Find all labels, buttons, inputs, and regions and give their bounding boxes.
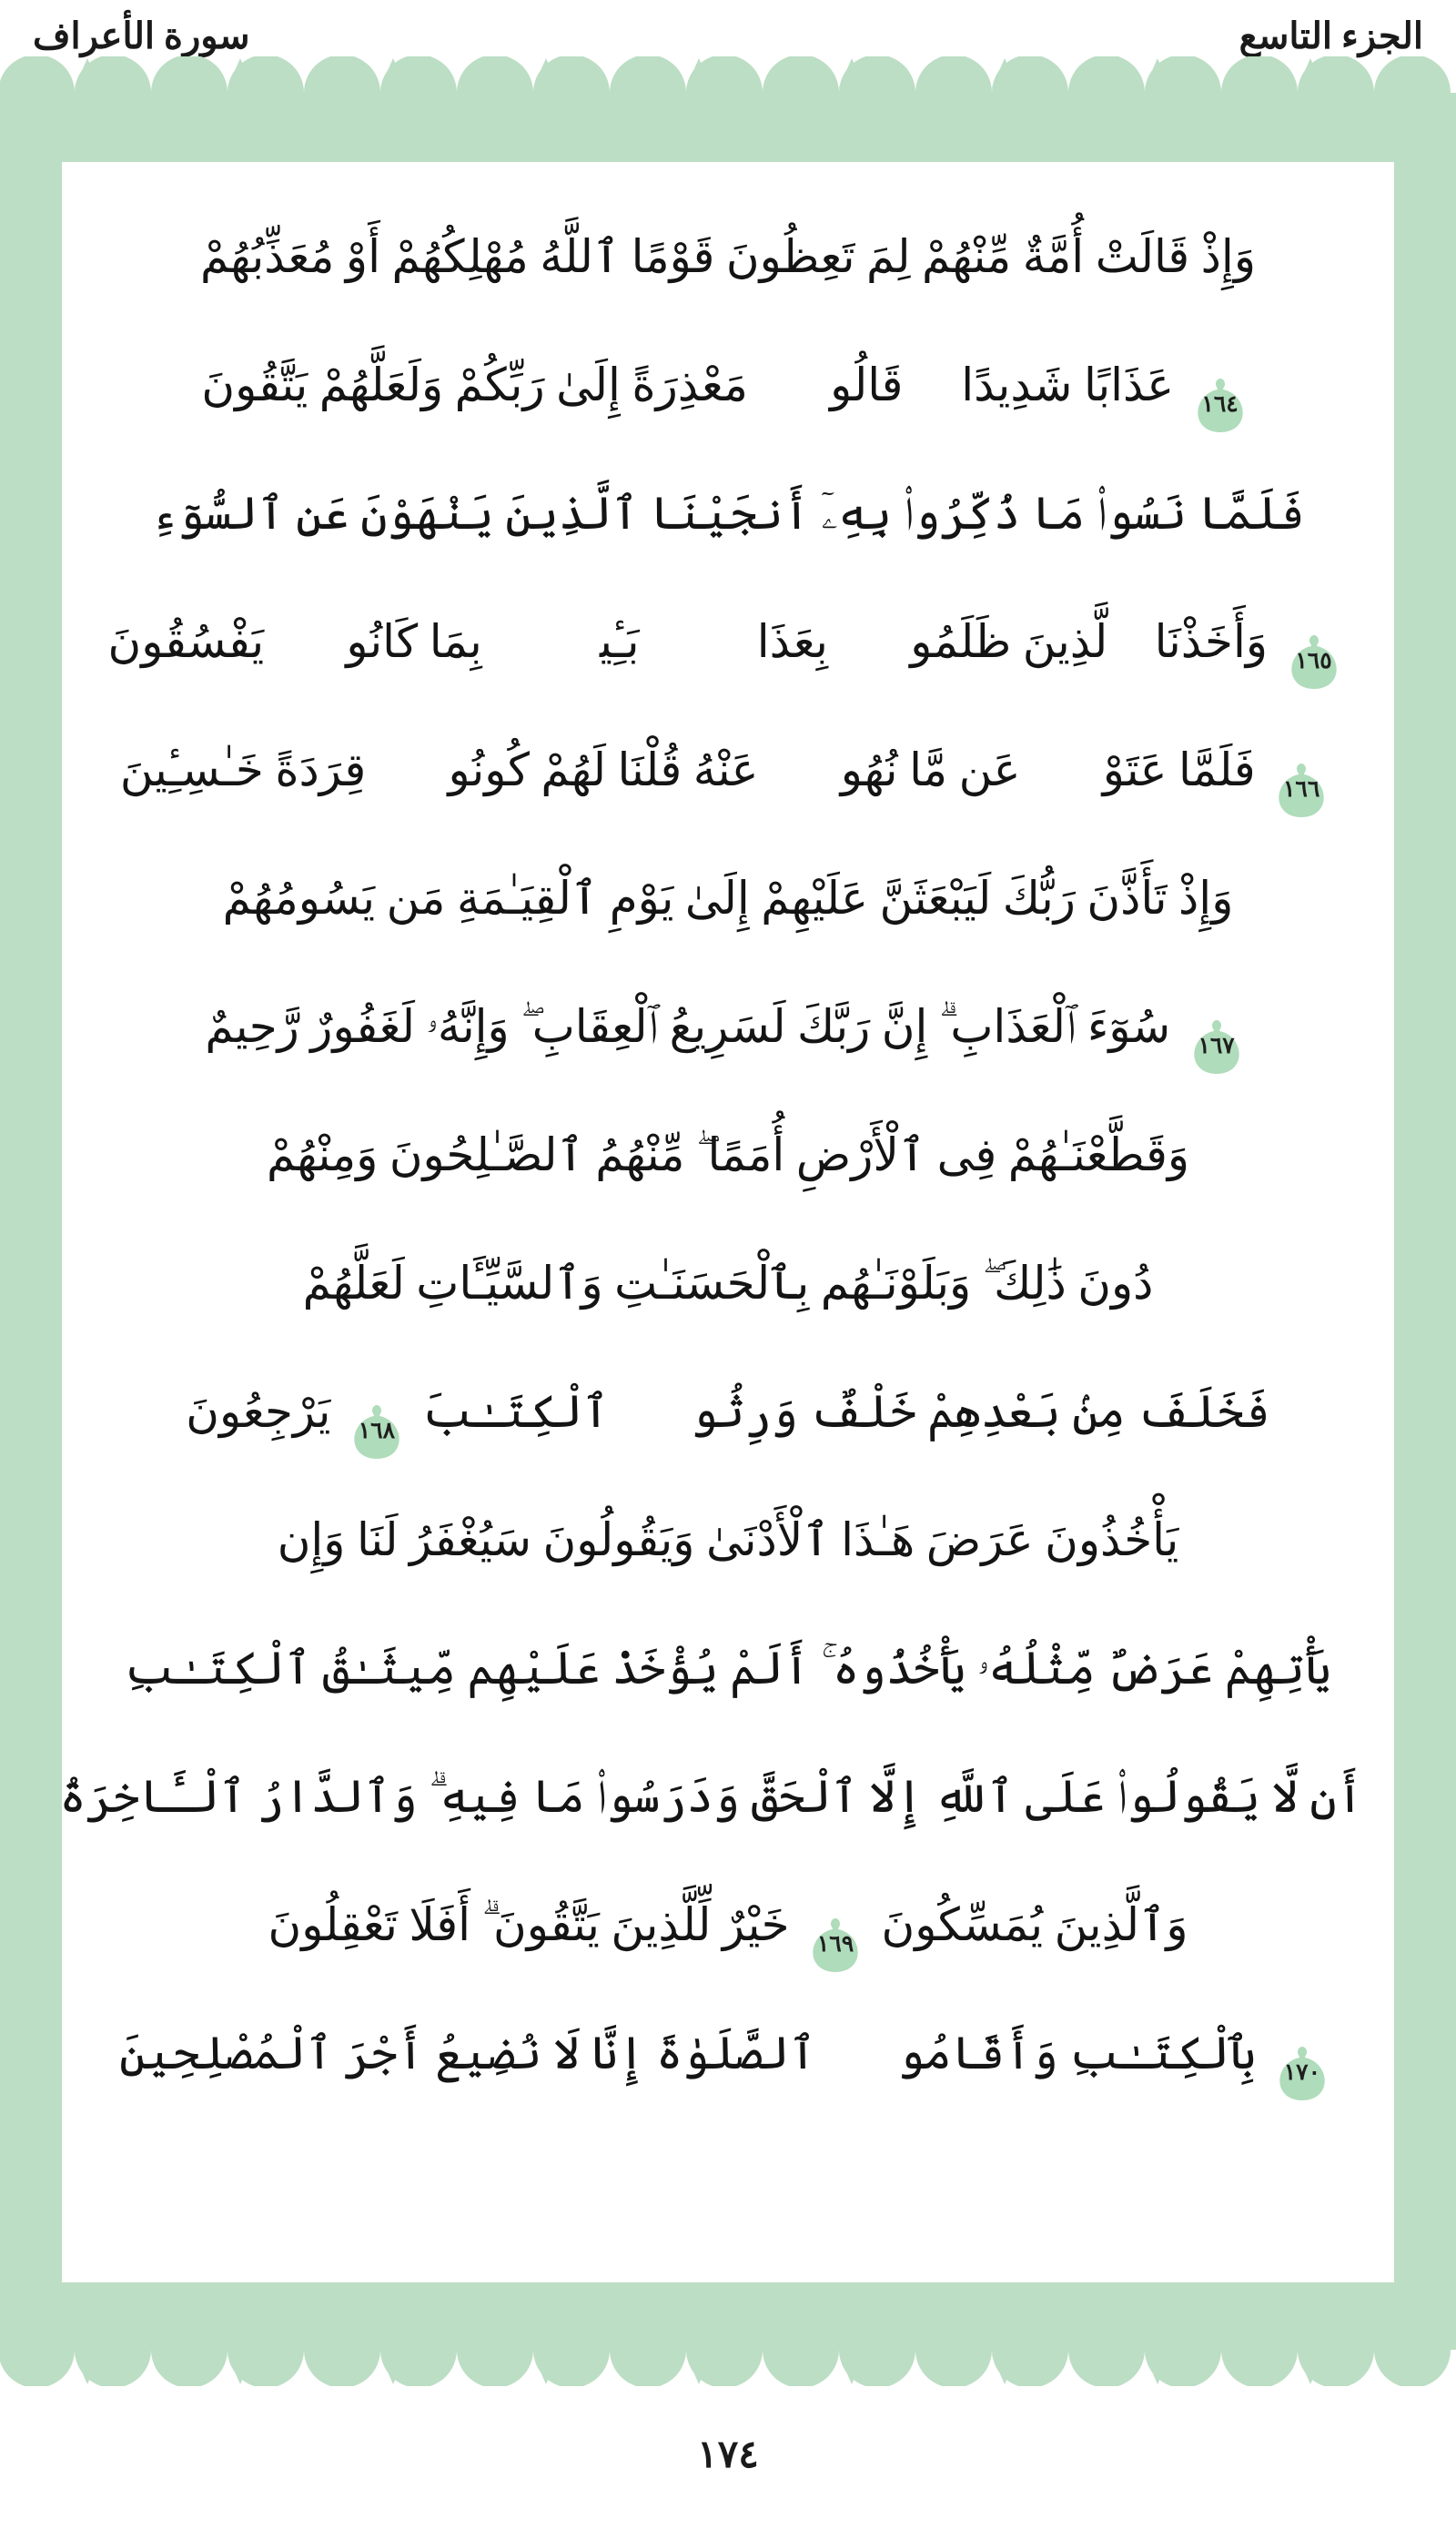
ayah-line xyxy=(93,963,1363,1091)
ayah-text: خَيْرٌ لِّلَّذِينَ يَتَّقُونَ ۗ أَفَلَا تَعْقِلُونَ xyxy=(268,1899,790,1950)
ayah-text: فَلَمَّا عَتَوْا۟ عَن مَّا نُهُوا۟ عَنْهُ قُلْنَا لَهُمْ كُونُوا۟ قِرَدَةً خَـٰسِـِٔينَ xyxy=(119,744,1256,795)
ayah-line xyxy=(93,706,1363,835)
ayah-number: ١٦٥ xyxy=(1295,649,1332,673)
ayah-line xyxy=(93,193,1363,321)
ayah-text: بِٱلْكِتَـٰبِ وَأَقَامُوا۟ ٱلصَّلَوٰةَ إِنَّا لَا نُضِيعُ أَجْرَ ٱلْمُصْلِحِينَ xyxy=(119,2028,1257,2079)
ayah-line xyxy=(93,321,1363,450)
ayah-number: ١٦٦ xyxy=(1282,777,1320,802)
ayah-line xyxy=(93,835,1363,963)
ayah-text: فَلَمَّا نَسُوا۟ مَا ذُكِّرُوا۟ بِهِۦٓ أَنجَيْنَا ٱلَّذِينَ يَنْهَوْنَ عَنِ ٱلسُّوٓءِ xyxy=(151,488,1305,539)
ayah-line xyxy=(93,1476,1363,1604)
ayah-number: ١٦٧ xyxy=(1198,1034,1235,1058)
ayah-lines xyxy=(59,193,1363,2118)
ayah-number-marker[interactable] xyxy=(1188,1018,1245,1075)
ayah-text: وَقَطَّعْنَـٰهُمْ فِى ٱلْأَرْضِ أُمَمًا ۖ مِّنْهُمُ ٱلصَّـٰلِحُونَ وَمِنْهُمْ xyxy=(267,1129,1189,1180)
ayah-line xyxy=(93,578,1363,706)
ayah-number-marker[interactable] xyxy=(1286,633,1342,690)
ayah-text: سُوٓءَ ٱلْعَذَابِ ۗ إِنَّ رَبَّكَ لَسَرِيعُ ٱلْعِقَابِ ۖ وَإِنَّهُۥ لَغَفُورٌ رَّحِيمٌ xyxy=(205,1001,1171,1052)
page-number: ١٧٤ xyxy=(697,2434,759,2476)
ayah-line xyxy=(93,450,1363,578)
ayah-number: ١٦٨ xyxy=(358,1419,396,1443)
text-panel xyxy=(59,162,1394,2282)
ayah-line xyxy=(93,1091,1363,1219)
ayah-number-marker[interactable] xyxy=(1274,2045,1330,2101)
ayah-text: دُونَ ذَٰلِكَ ۖ وَبَلَوْنَـٰهُم بِٱلْحَسَنَـٰتِ وَٱلسَّيِّـَٔاتِ لَعَلَّهُمْ xyxy=(302,1258,1154,1309)
ayah-number-marker[interactable] xyxy=(1273,762,1330,818)
ayah-text: يَرْجِعُونَ xyxy=(186,1386,331,1437)
ayah-text: يَأْخُذُونَ عَرَضَ هَـٰذَا ٱلْأَدْنَىٰ وَيَقُولُونَ سَيُغْفَرُ لَنَا وَإِن xyxy=(277,1514,1179,1565)
ayah-line xyxy=(93,1348,1363,1476)
ayah-text: وَأَخَذْنَا ٱلَّذِينَ ظَلَمُوا۟ بِعَذَابٍۭ بَـِٔيسٍۭ بِمَا كَانُوا۟ يَفْسُقُونَ xyxy=(107,616,1268,667)
running-head-juz: الجزء التاسع xyxy=(1239,15,1423,56)
ayah-text: وَإِذْ تَأَذَّنَ رَبُّكَ لَيَبْعَثَنَّ عَلَيْهِمْ إِلَىٰ يَوْمِ ٱلْقِيَـٰمَةِ مَن يَسُومُهُمْ xyxy=(222,873,1234,924)
ayah-number-marker[interactable] xyxy=(1192,377,1249,433)
ayah-line xyxy=(93,1989,1363,2118)
ayah-text: وَٱلَّذِينَ يُمَسِّكُونَ xyxy=(881,1899,1188,1950)
ayah-number: ١٦٩ xyxy=(816,1932,854,1957)
ayah-text: وَإِذْ قَالَتْ أُمَّةٌ مِّنْهُمْ لِمَ تَعِظُونَ قَوْمًا ٱللَّهُ مُهْلِكُهُمْ أَوْ مُعَذِّبُهُمْ xyxy=(200,231,1256,282)
ayah-line xyxy=(93,1861,1363,1989)
ayah-text: أَن لَّا يَقُولُوا۟ عَلَى ٱللَّهِ إِلَّا ٱلْحَقَّ وَدَرَسُوا۟ مَا فِيهِ ۗ وَٱلدَّارُ ٱلْـَٔاخِرَةُ xyxy=(59,1771,1363,1822)
ayah-number: ١٦٤ xyxy=(1201,392,1239,417)
ayah-line xyxy=(93,1604,1363,1733)
ayah-number-marker[interactable] xyxy=(349,1403,405,1460)
ayah-number-marker[interactable] xyxy=(807,1917,864,1973)
ayah-text: يَأْتِهِمْ عَرَضٌ مِّثْلُهُۥ يَأْخُذُوهُ ۚ أَلَمْ يُؤْخَذْ عَلَيْهِم مِّيثَـٰقُ ٱلْكِتَـٰبِ xyxy=(124,1643,1332,1694)
ayah-line xyxy=(59,1733,1363,1861)
running-head-surah: سورة الأعراف xyxy=(33,15,250,56)
ayah-text: عَذَابًا شَدِيدًا ۖ قَالُوا۟ مَعْذِرَةً إِلَىٰ رَبِّكُمْ وَلَعَلَّهُمْ يَتَّقُونَ xyxy=(201,359,1175,410)
ayah-line xyxy=(93,1219,1363,1348)
ayah-number: ١٧٠ xyxy=(1283,2060,1321,2085)
ayah-text: فَخَلَفَ مِنۢ بَعْدِهِمْ خَلْفٌ وَرِثُوا۟ ٱلْكِتَـٰبَ xyxy=(422,1386,1270,1437)
